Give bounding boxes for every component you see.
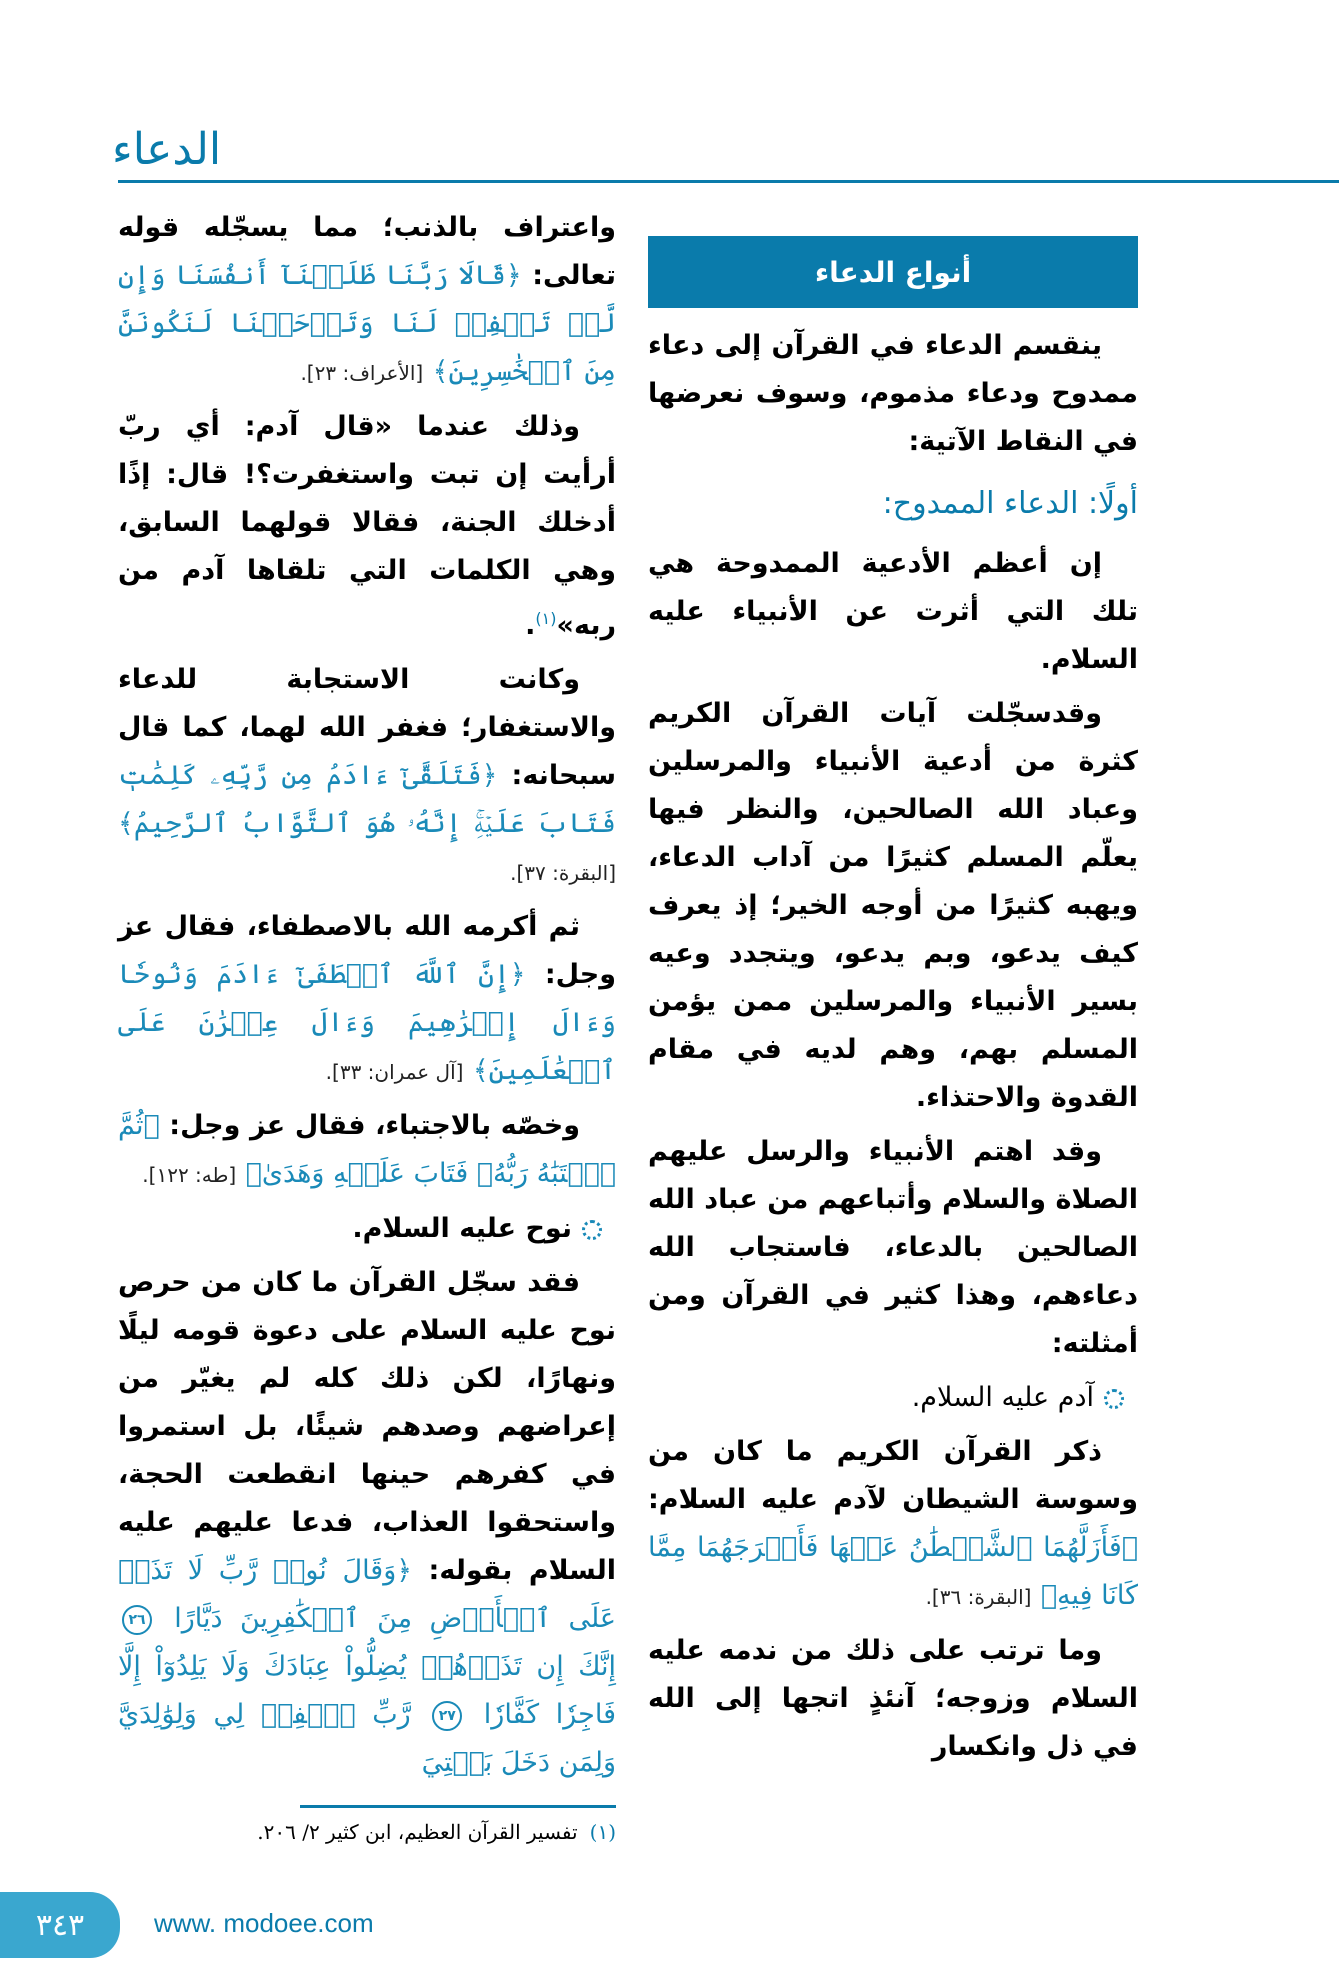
paragraph-text: وكانت الاستجابة للدعاء والاستغفار؛ فغفر الله لهما، كما قال سبحانه: bbox=[118, 664, 616, 791]
ayah-number-marker: ٢٧ bbox=[432, 1701, 462, 1731]
page-header bbox=[0, 0, 1339, 200]
subheading-praised-dua: أولًا: الدعاء الممدوح: bbox=[882, 486, 1138, 521]
paragraph-with-verse bbox=[118, 903, 616, 1096]
intro-paragraph: ينقسم الدعاء في القرآن إلى دعاء ممدوح ودعاء مذموم، وسوف نعرضها في النقاط الآتية: bbox=[648, 330, 1138, 457]
verse-reference: [البقرة: ٣٧]. bbox=[510, 861, 616, 885]
paragraph: وقدسجّلت آيات القرآن الكريم كثرة من أدعية الأنبياء والمرسلين وعباد الله الصالحين، والنظر فيها يعلّم المسلم كثيرًا من آداب الدعاء، ويهبه كثيرًا من أوجه الخير؛ إذ يعرف كيف يدعو، وبم يدعو، ويتجدد وعيه بسير الأنبياء والمرسلين ممن يؤمن المسلم بهم، وهم لديه في مقام القدوة والاحتذاء. bbox=[648, 698, 1138, 1113]
footnote-text: تفسير القرآن العظيم، ابن كثير ٢/ ٢٠٦. bbox=[257, 1820, 578, 1844]
right-column bbox=[648, 200, 1138, 1848]
quran-verse: ﴿فَتَلَقَّىٰٓ ءَادَمُ مِن رَّبِّهِۦ كَلِمَٰتٖ فَتَابَ عَلَيۡهِۚ إِنَّهُۥ هُوَ ٱلتَّوَّابُ ٱلرَّحِيمُ﴾ bbox=[118, 760, 616, 839]
quran-verse: رَّبِّ ٱغۡفِرۡ لِي وَلِوَٰلِدَيَّ وَلِمَن دَخَلَ بَيۡتِيَ bbox=[118, 1699, 616, 1778]
paragraph: وقد اهتم الأنبياء والرسل عليهم الصلاة والسلام وأتباعهم من عباد الله الصالحين بالدعاء، فاستجاب الله دعاءهم، وهذا كثير في القرآن ومن أمثلته: bbox=[648, 1136, 1138, 1359]
period: . bbox=[525, 610, 536, 641]
paragraph: وما ترتب على ذلك من ندمه عليه السلام وزوجه؛ آنئذٍ اتجها إلى الله في ذل وانكسار bbox=[648, 1635, 1138, 1762]
bullet-item-noah bbox=[118, 1205, 616, 1253]
flower-bullet-icon bbox=[1104, 1389, 1124, 1409]
verse-reference: [طه: ١٢٢]. bbox=[142, 1163, 237, 1187]
bullet-item-adam bbox=[648, 1374, 1138, 1422]
bullet-label: آدم عليه السلام. bbox=[911, 1382, 1094, 1413]
verse-reference: [آل عمران: ٣٣]. bbox=[325, 1060, 464, 1084]
quran-verse: ﴿ثُمَّ ٱجۡتَبَٰهُ رَبُّهُۥ فَتَابَ عَلَيۡهِ وَهَدَىٰ﴾ bbox=[118, 1110, 616, 1189]
footnote-marker[interactable]: (١) bbox=[535, 609, 557, 628]
two-column-body bbox=[0, 200, 1339, 1848]
bullet-label: نوح عليه السلام. bbox=[352, 1213, 572, 1244]
paragraph-with-verse bbox=[118, 204, 616, 397]
paragraph-with-verse bbox=[118, 1259, 616, 1787]
running-title: الدعاء bbox=[112, 124, 222, 175]
header-rule bbox=[118, 180, 1339, 183]
section-banner bbox=[648, 236, 1138, 308]
section-title: أنواع الدعاء bbox=[814, 255, 972, 289]
paragraph-text: ذكر القرآن الكريم ما كان من وسوسة الشيطان لآدم عليه السلام: bbox=[648, 1436, 1138, 1515]
paragraph-with-footnote bbox=[118, 403, 616, 650]
page-number: ٣٤٣ bbox=[35, 1907, 85, 1943]
paragraph-text: واعتراف بالذنب؛ مما يسجّله قوله تعالى: bbox=[118, 212, 616, 291]
quran-verse: ﴿قَالَا رَبَّنَا ظَلَمۡنَآ أَنفُسَنَا وَإِن لَّمۡ تَغۡفِرۡ لَنَا وَتَرۡحَمۡنَا لَنَكُونَنَّ مِنَ ٱلۡخَٰسِرِينَ﴾ bbox=[118, 260, 616, 387]
flower-bullet-icon bbox=[582, 1220, 602, 1240]
website-link[interactable]: www. modoee.com bbox=[154, 1908, 374, 1938]
verse-reference: [الأعراف: ٢٣]. bbox=[300, 361, 424, 385]
ayah-number-marker: ٢٦ bbox=[122, 1605, 152, 1635]
quran-verse: ﴿وَقَالَ نُوحٞ رَّبِّ لَا تَذَرۡ عَلَى ٱلۡأَرۡضِ مِنَ ٱلۡكَٰفِرِينَ دَيَّارًا bbox=[118, 1555, 616, 1634]
paragraph: إن أعظم الأدعية الممدوحة هي تلك التي أثرت عن الأنبياء عليه السلام. bbox=[648, 548, 1138, 675]
paragraph-with-verse bbox=[118, 656, 616, 897]
footnote-area bbox=[118, 1805, 616, 1848]
quran-verse: ﴿إِنَّ ٱللَّهَ ٱصۡطَفَىٰٓ ءَادَمَ وَنُوحٗا وَءَالَ إِبۡرَٰهِيمَ وَءَالَ عِمۡرَٰنَ عَلَى ٱلۡعَٰلَمِينَ﴾ bbox=[118, 959, 616, 1086]
page-number-tab bbox=[0, 1892, 120, 1958]
left-column bbox=[118, 200, 616, 1848]
verse-reference: [البقرة: ٣٦]. bbox=[925, 1585, 1032, 1609]
page-footer bbox=[0, 1872, 1339, 1982]
paragraph-text: وخصّه بالاجتباء، فقال عز وجل: bbox=[169, 1110, 580, 1141]
footnote bbox=[118, 1816, 616, 1848]
paragraph-text: وذلك عندما «قال آدم: أي ربّ أرأيت إن تبت واستغفرت؟! قال: إذًا أدخلك الجنة، فقالا قولهما السابق، وهي الكلمات التي تلقاها آدم من ربه» bbox=[118, 411, 616, 641]
paragraph-with-verse bbox=[648, 1428, 1138, 1621]
footnote-number: (١) bbox=[589, 1820, 616, 1844]
quran-verse: ﴿فَأَزَلَّهُمَا ٱلشَّيۡطَٰنُ عَنۡهَا فَأَخۡرَجَهُمَا مِمَّا كَانَا فِيهِ﴾ bbox=[648, 1532, 1138, 1611]
paragraph-with-verse bbox=[118, 1102, 616, 1199]
quran-verse: إِنَّكَ إِن تَذَرۡهُمۡ يُضِلُّواْ عِبَادَكَ وَلَا يَلِدُوٓاْ إِلَّا فَاجِرٗا كَفَّارٗا bbox=[118, 1651, 617, 1730]
footnote-rule bbox=[300, 1805, 616, 1808]
paragraph-text: ثم أكرمه الله بالاصطفاء، فقال عز وجل: bbox=[118, 911, 616, 990]
paragraph-text: فقد سجّل القرآن ما كان من حرص نوح عليه السلام على دعوة قومه ليلًا ونهارًا، لكن ذلك كله لم يغيّر من إعراضهم وصدهم شيئًا، بل استمروا في كفرهم حينها انقطعت الحجة، واستحقوا العذاب، فدعا عليهم عليه السلام بقوله: bbox=[118, 1267, 616, 1586]
